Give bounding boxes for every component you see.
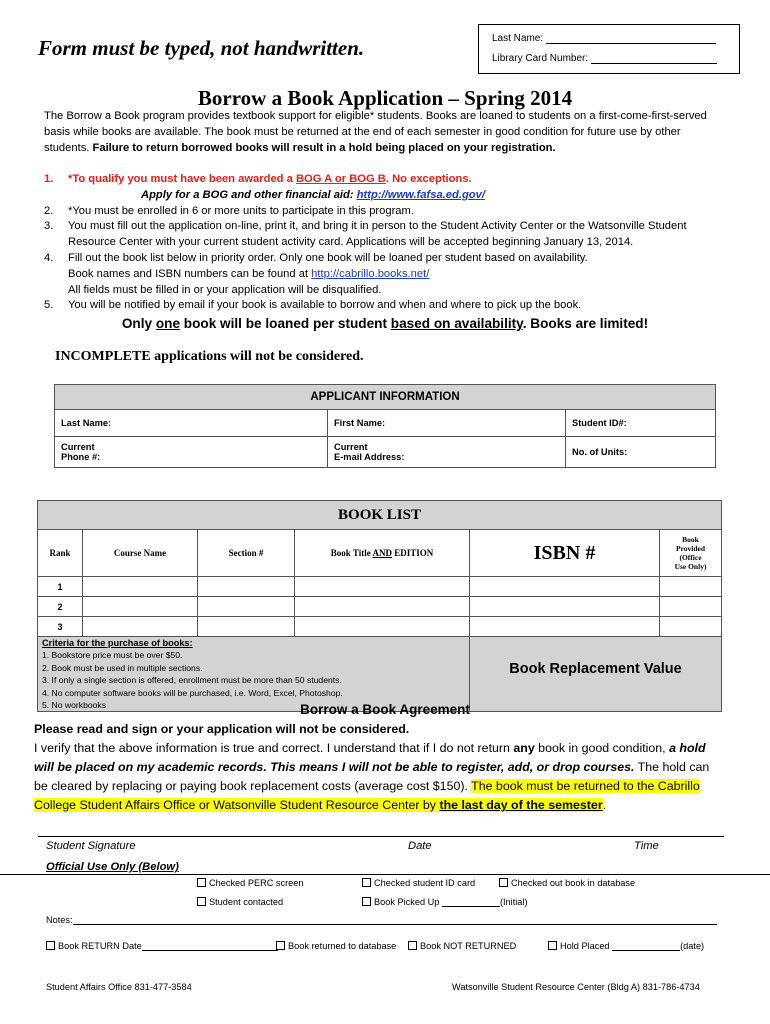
only-one-b: book will be loaned per student <box>180 316 391 331</box>
only-one-avail: based on availability <box>390 316 523 331</box>
initial-label: (Initial) <box>499 897 528 907</box>
item5-text: You will be notified by email if your book is available to borrow and when and where to pick up the book. <box>68 299 582 312</box>
checked-out-label: Checked out book in database <box>511 878 636 888</box>
table-row <box>38 597 722 617</box>
official-use-title: Official Use Only (Below) <box>46 861 179 873</box>
col-title-a: Book Title <box>330 548 373 558</box>
rank-number: 1 <box>38 577 83 597</box>
col-title-b: EDITION <box>391 548 434 558</box>
agreement-highlight: The book must be returned to the Cabrillo College Student Affairs Office or Watsonville Student Resource Center by <box>34 779 700 812</box>
list-item <box>44 204 734 220</box>
last-name-label: Last Name: <box>492 33 544 44</box>
course-cell[interactable] <box>83 577 198 597</box>
col-provided-3: (Office <box>679 553 702 562</box>
picked-up-label: Book Picked Up <box>374 897 440 907</box>
instructions-list <box>44 172 734 314</box>
agreement-end: . <box>602 798 607 812</box>
agreement-any: any <box>513 741 535 755</box>
checkbox-icon[interactable] <box>548 941 557 950</box>
returned-db-label: Book returned to database <box>288 941 397 951</box>
initial-field[interactable] <box>442 906 500 907</box>
col-provided-1: Book <box>682 535 699 544</box>
agreement-t2: book in good condition, <box>534 741 670 755</box>
agreement-t3: The hold can be cleared by replacing or paying book replacement costs (average cost $150). <box>34 760 710 793</box>
provided-cell <box>660 577 722 597</box>
student-id-cell[interactable] <box>566 410 716 437</box>
hold-date-label: (date) <box>680 941 705 951</box>
rank-number: 2 <box>38 597 83 617</box>
divider <box>0 874 770 875</box>
incomplete-notice: INCOMPLETE applications will not be considered. <box>55 349 364 364</box>
intro-paragraph <box>44 108 724 156</box>
agreement-text <box>34 720 724 815</box>
time-label: Time <box>634 840 659 852</box>
only-one-a: Only <box>121 316 156 331</box>
col-isbn: ISBN # <box>470 530 660 577</box>
list-item <box>44 219 734 235</box>
contacted-check[interactable] <box>197 897 283 907</box>
phone-cell[interactable] <box>55 437 328 468</box>
not-returned-check[interactable] <box>408 941 516 951</box>
email-label-b: E-mail Address: <box>334 452 405 462</box>
item2-text: *You must be enrolled in 6 or more units to participate in this program. <box>68 204 414 217</box>
student-id-check-label: Checked student ID card <box>374 878 476 888</box>
footer-left: Student Affairs Office 831-477-3584 <box>46 982 192 992</box>
section-cell[interactable] <box>198 597 295 617</box>
perc-check[interactable] <box>197 878 303 888</box>
table-row <box>38 617 722 637</box>
isbn-cell[interactable] <box>470 597 660 617</box>
item4-link-line <box>44 267 734 283</box>
agreement-title: Borrow a Book Agreement <box>300 702 470 717</box>
hold-placed-label: Hold Placed <box>560 941 610 951</box>
date-label: Date <box>408 840 432 852</box>
phone-label-b: Phone #: <box>61 452 101 462</box>
intro-warning: Failure to return borrowed books will result in a hold being placed on your registration. <box>92 142 556 154</box>
notes-row <box>46 915 717 925</box>
col-title <box>295 530 470 577</box>
library-box <box>478 24 740 74</box>
list-number: 3. <box>44 220 54 233</box>
col-rank: Rank <box>38 530 83 577</box>
col-title-and: AND <box>372 548 392 558</box>
list-number: 5. <box>44 299 54 312</box>
item4-text-cont: All fields must be filled in or your application will be disqualified. <box>68 283 382 296</box>
list-number: 1. <box>44 173 54 185</box>
criteria-item: 5. No workbooks <box>42 700 107 711</box>
agreement-please: Please read and sign or your application will not be considered. <box>34 722 410 736</box>
course-cell[interactable] <box>83 617 198 637</box>
returned-db-check[interactable] <box>276 941 396 951</box>
provided-cell <box>660 617 722 637</box>
picked-up-check[interactable] <box>362 897 528 907</box>
student-signature-label: Student Signature <box>46 840 136 852</box>
list-number: 4. <box>44 251 54 264</box>
isbn-cell[interactable] <box>470 577 660 597</box>
list-item <box>44 298 734 314</box>
criteria-item: 4. No computer software books will be purchased, i.e. Word, Excel, Photoshop. <box>42 687 343 698</box>
item4-text: Fill out the book list below in priority order. Only one book will be loaned per student based on availability. <box>68 251 588 264</box>
hold-placed-check[interactable] <box>548 941 704 951</box>
return-date-check[interactable] <box>46 941 278 951</box>
intro-text: The Borrow a Book program provides textbook support for eligible* students. Books are loaned to students on a first-come-first-served basis while books are available. The book must be returned at the end of each semester in good condition for future use by other students. <box>44 110 707 154</box>
checkbox-icon[interactable] <box>362 878 371 887</box>
isbn-cell[interactable] <box>470 617 660 637</box>
criteria-box <box>38 637 470 712</box>
col-provided-2: Provided <box>675 544 706 553</box>
last-name-label: Last Name: <box>61 418 112 428</box>
units-cell[interactable] <box>566 437 716 468</box>
student-id-label: Student ID#: <box>572 418 627 428</box>
page-title: Borrow a Book Application – Spring 2014 <box>197 86 573 110</box>
col-provided <box>660 530 722 577</box>
last-name-field[interactable] <box>546 43 716 44</box>
item4-link-text: Book names and ISBN numbers can be found at <box>68 267 312 280</box>
criteria-item: 3. If only a single section is offered, enrollment must be more than 50 students. <box>42 675 342 686</box>
criteria-title: Criteria for the purchase of books: <box>42 638 193 648</box>
agreement-hold: a hold will be placed on my academic records. This means I will not be able to register, add, or drop courses. <box>34 741 706 774</box>
table-row <box>38 577 722 597</box>
col-provided-4: Use Only) <box>674 562 707 571</box>
criteria-item: 1. Bookstore price must be over $50. <box>42 650 183 661</box>
book-list-header: BOOK LIST <box>38 501 722 530</box>
first-name-label: First Name: <box>334 418 386 428</box>
agreement-last-day: the last day of the semester <box>439 798 603 812</box>
checkbox-icon[interactable] <box>408 941 417 950</box>
email-label-a: Current <box>334 442 368 452</box>
notes-label: Notes: <box>46 915 73 925</box>
criteria-item: 2. Book must be used in multiple sections. <box>42 662 203 673</box>
title-cell[interactable] <box>295 577 470 597</box>
title-cell[interactable] <box>295 597 470 617</box>
return-date-field[interactable] <box>142 950 278 951</box>
list-number: 2. <box>44 204 54 217</box>
library-card-field[interactable] <box>591 63 717 64</box>
bog-text: BOG A or BOG B <box>295 173 386 185</box>
return-date-label: Book RETURN Date <box>58 941 142 951</box>
course-cell[interactable] <box>83 597 198 617</box>
applicant-header: APPLICANT INFORMATION <box>55 385 716 410</box>
perc-label: Checked PERC screen <box>209 878 304 888</box>
list-item <box>44 251 734 267</box>
only-one-c: . Books are limited! <box>522 316 649 331</box>
section-cell[interactable] <box>198 617 295 637</box>
checkbox-icon[interactable] <box>46 941 55 950</box>
item1-text: *To qualify you must have been awarded a <box>68 173 296 185</box>
section-cell[interactable] <box>198 577 295 597</box>
form-note: Form must be typed, not handwritten. <box>38 36 365 60</box>
fafsa-link[interactable]: http://www.fafsa.ed.gov/ <box>356 188 485 201</box>
checked-out-check[interactable] <box>499 878 635 888</box>
phone-label-a: Current <box>61 442 95 452</box>
checkbox-icon[interactable] <box>197 897 206 906</box>
bog-subline <box>44 188 734 204</box>
list-item <box>44 172 734 188</box>
rank-number: 3 <box>38 617 83 637</box>
student-id-check[interactable] <box>362 878 475 888</box>
item1-end: . No exceptions. <box>385 173 472 185</box>
signature-line[interactable] <box>38 836 724 837</box>
col-course: Course Name <box>83 530 198 577</box>
units-label: No. of Units: <box>572 447 628 457</box>
checkbox-icon[interactable] <box>276 941 285 950</box>
title-cell[interactable] <box>295 617 470 637</box>
applicant-table <box>54 384 716 468</box>
books-link[interactable]: http://cabrillo.books.net/ <box>311 267 430 280</box>
email-cell[interactable] <box>328 437 566 468</box>
agreement-t1: I verify that the above information is true and correct. I understand that if I do not return <box>34 741 514 755</box>
not-returned-label: Book NOT RETURNED <box>420 941 517 951</box>
checkbox-icon[interactable] <box>499 878 508 887</box>
notes-field[interactable] <box>73 924 717 925</box>
footer-right: Watsonville Student Resource Center (Bldg A) 831-786-4734 <box>452 982 700 992</box>
first-name-cell[interactable] <box>328 410 566 437</box>
only-one-notice <box>0 316 770 331</box>
col-section: Section # <box>198 530 295 577</box>
hold-date-field[interactable] <box>612 950 680 951</box>
library-card-label: Library Card Number: <box>492 53 589 64</box>
item3-text-cont: Resource Center with your current student activity card. Applications will be accepted beginning January 13, 2014. <box>68 236 634 249</box>
checkbox-icon[interactable] <box>197 878 206 887</box>
only-one-one: one <box>155 316 181 331</box>
bog-sub-text: Apply for a BOG and other financial aid: <box>141 188 357 201</box>
checkbox-icon[interactable] <box>362 897 371 906</box>
contacted-label: Student contacted <box>209 897 284 907</box>
last-name-cell[interactable] <box>55 410 328 437</box>
item3-text: You must fill out the application on-line, print it, and bring it in person to the Student Activity Center or the Watsonville Student <box>68 220 687 233</box>
replacement-value: Book Replacement Value <box>470 637 722 712</box>
provided-cell <box>660 597 722 617</box>
book-list-table <box>37 500 722 712</box>
